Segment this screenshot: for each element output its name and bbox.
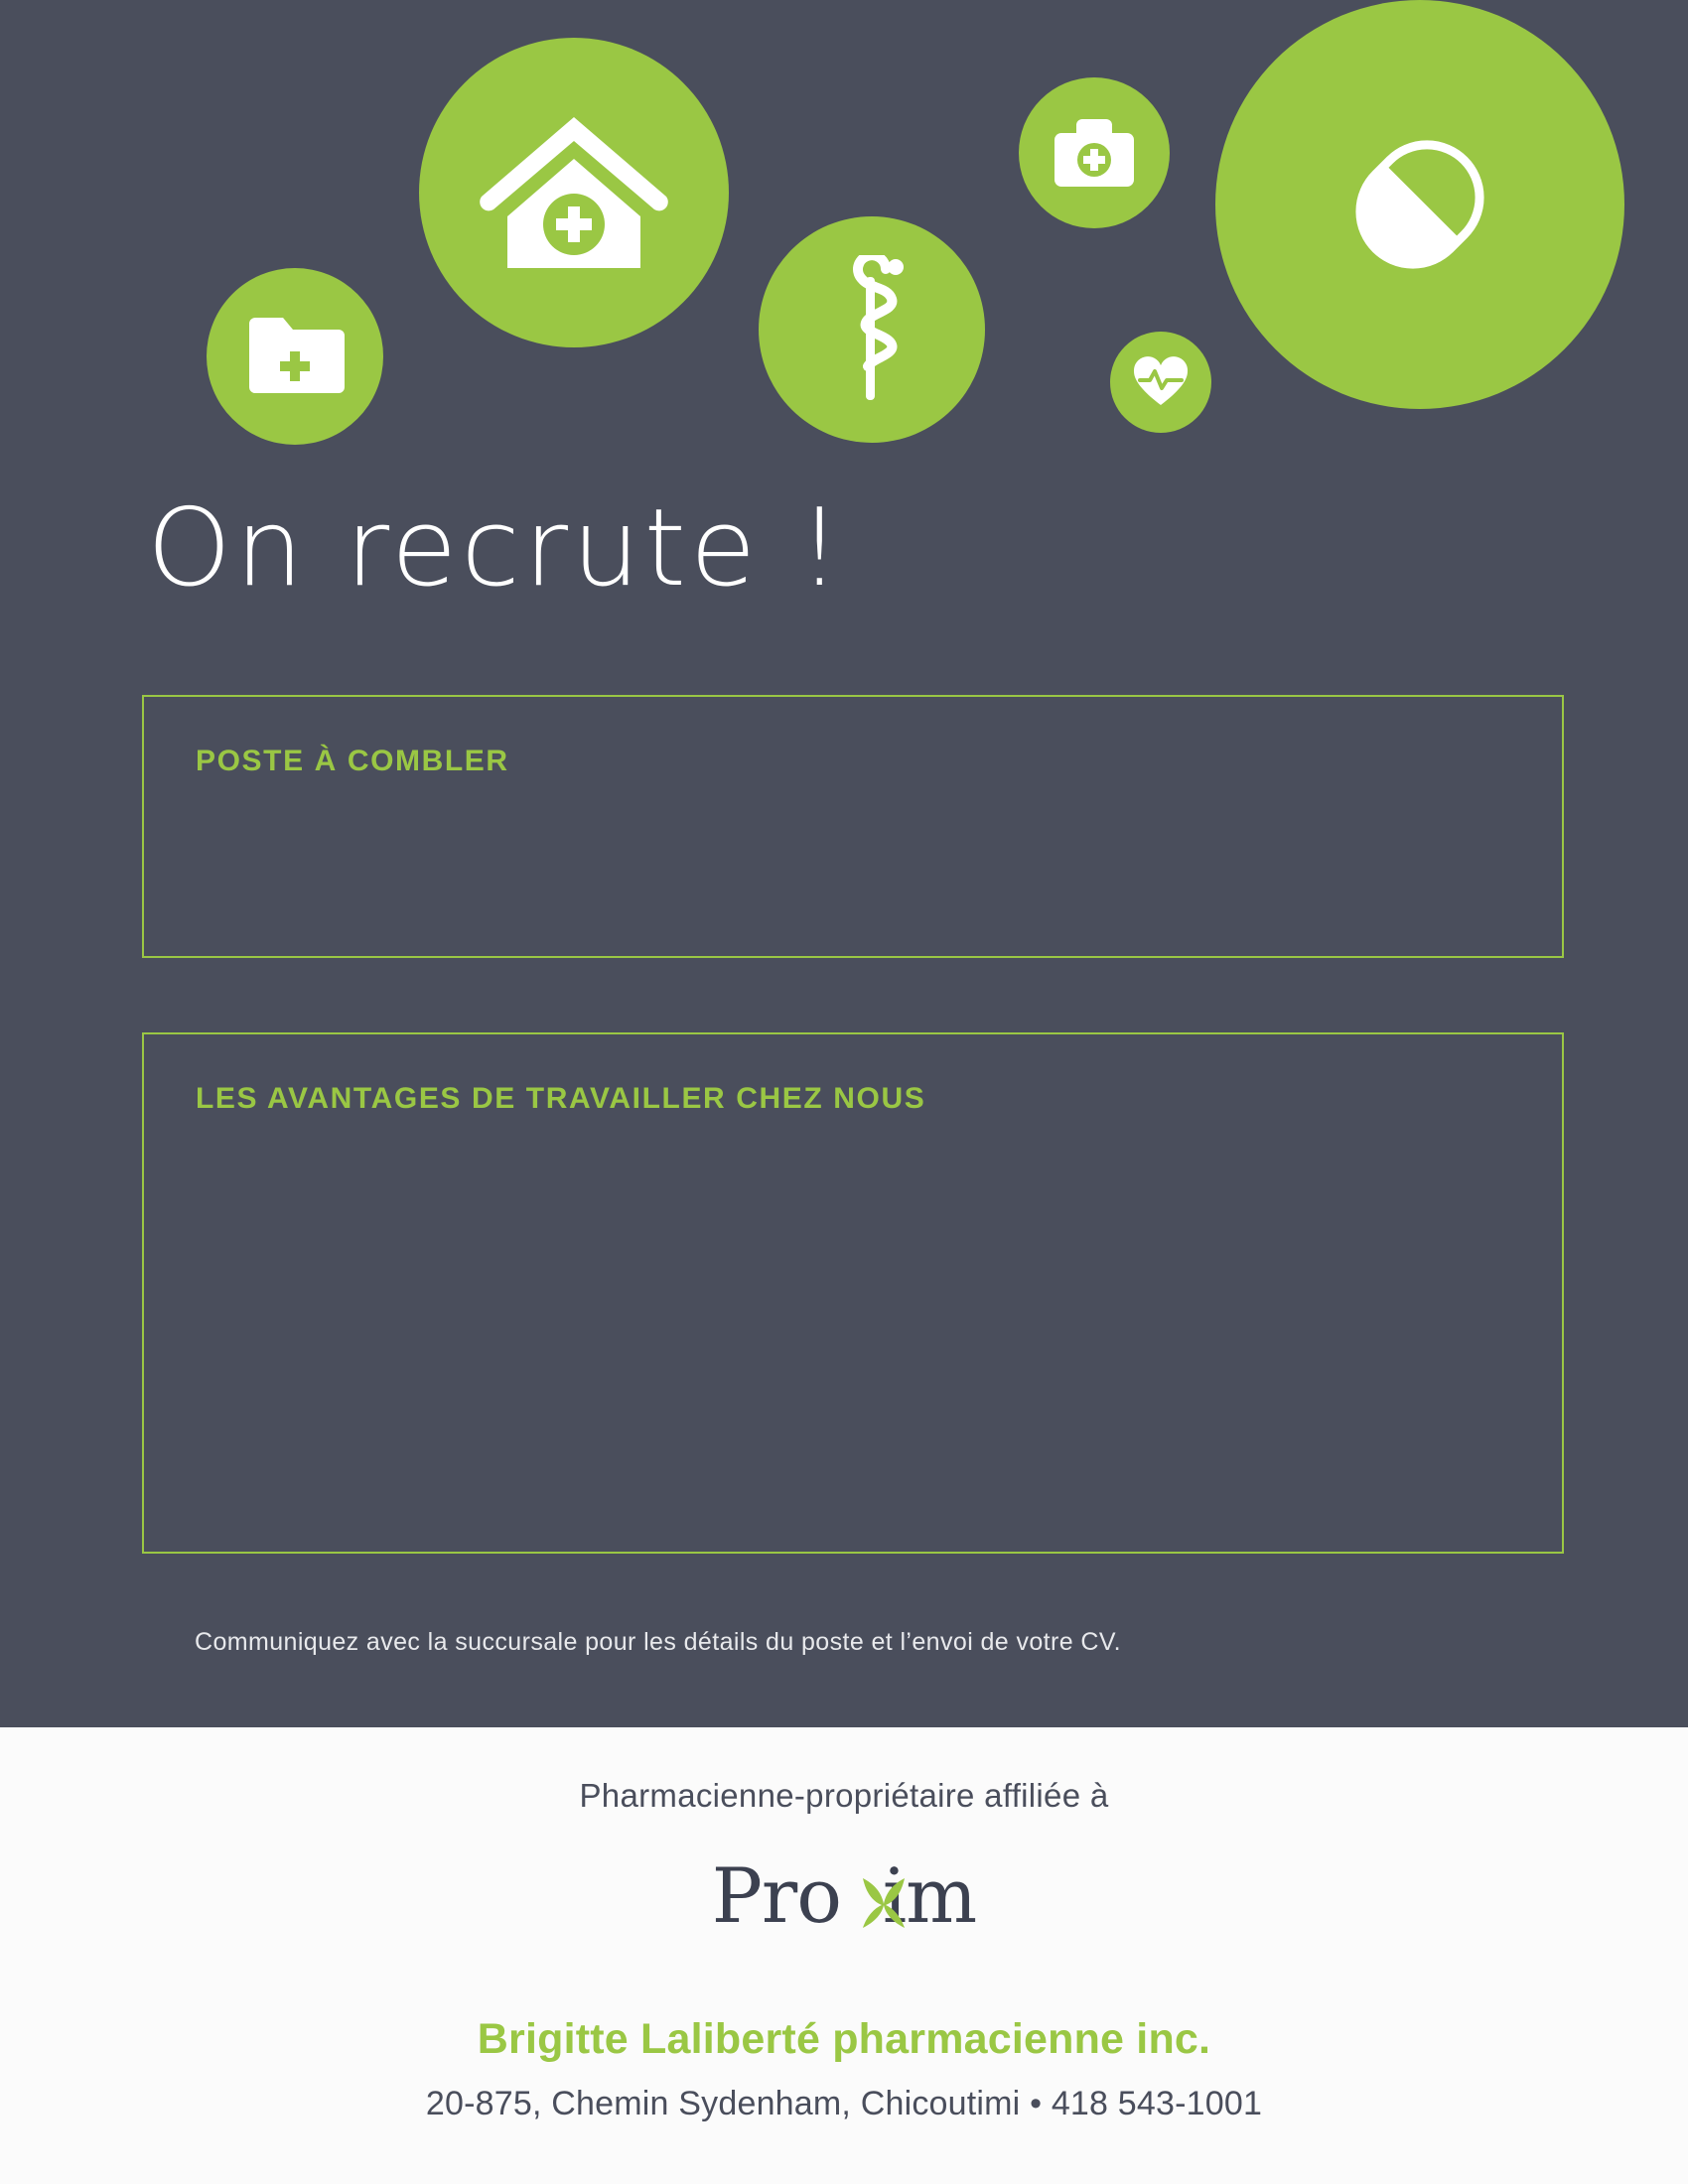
poster-footer [0, 1727, 1688, 2184]
pill-capsule-icon-bubble [1215, 0, 1624, 409]
proxim-logo-prefix: Pro [711, 1851, 841, 1940]
proxim-logo [711, 1851, 977, 1940]
proxim-logo-suffix: im [882, 1851, 977, 1940]
folder-plus-icon [245, 314, 345, 399]
first-aid-kit-icon-bubble [1019, 77, 1170, 228]
field-label-avantages: LES AVANTAGES DE TRAVAILLER CHEZ NOUS [196, 1082, 926, 1115]
field-poste-a-combler[interactable] [142, 695, 1564, 958]
pill-capsule-icon [1306, 90, 1534, 319]
field-avantages[interactable] [142, 1032, 1564, 1554]
leaf-x-icon [857, 1868, 911, 1928]
heart-pulse-icon [1132, 355, 1190, 409]
heart-pulse-icon-bubble [1110, 332, 1211, 433]
brand-logo-wrapper [0, 1851, 1688, 1940]
pharmacy-address: 20-875, Chemin Sydenham, Chicoutimi • 418 543-1001 [425, 2085, 1263, 2122]
rod-of-asclepius-icon-bubble [759, 216, 985, 443]
first-aid-kit-icon [1053, 115, 1136, 191]
pharmacy-name: Brigitte Laliberté pharmacienne inc. [477, 2015, 1211, 2063]
rod-of-asclepius-icon [824, 255, 919, 404]
field-label-poste: POSTE À COMBLER [196, 745, 509, 777]
affiliation-text: Pharmacienne-propriétaire affiliée à [579, 1777, 1109, 1814]
house-plus-icon-bubble [419, 38, 729, 347]
house-plus-icon [480, 111, 668, 274]
contact-note: Communiquez avec la succursale pour les détails du poste et l’envoi de votre CV. [195, 1628, 1121, 1656]
page-title: On recrute ! [147, 486, 845, 611]
folder-plus-icon-bubble [207, 268, 383, 445]
